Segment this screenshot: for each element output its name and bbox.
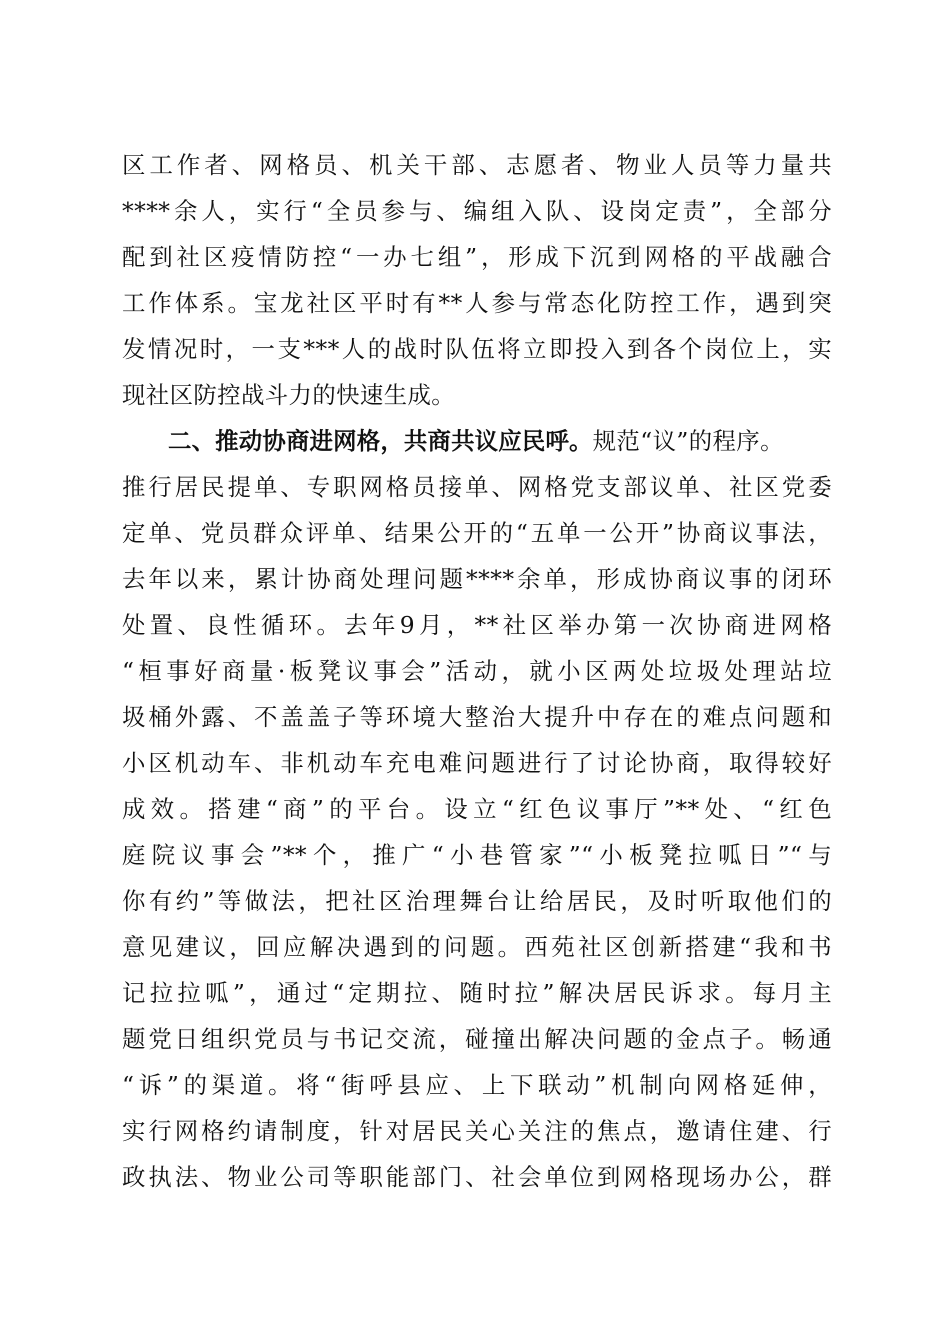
paragraph-line: 成效。搭建“商”的平台。设立“红色议事厅”**处、“红色	[122, 795, 832, 823]
paragraph-line: 题党日组织党员与书记交流，碰撞出解决问题的金点子。畅通	[122, 1025, 832, 1053]
paragraph-line: 你有约”等做法，把社区治理舞台让给居民，及时听取他们的	[122, 887, 832, 915]
paragraph-line: 小区机动车、非机动车充电难问题进行了讨论协商，取得较好	[122, 749, 832, 777]
paragraph-line: “桓事好商量·板凳议事会”活动，就小区两处垃圾处理站垃	[122, 657, 832, 685]
paragraph-line: 推行居民提单、专职网格员接单、网格党支部议单、社区党委	[122, 473, 832, 501]
paragraph-line: 定单、党员群众评单、结果公开的“五单一公开”协商议事法，	[122, 519, 832, 547]
paragraph-line: 庭院议事会”**个，推广“小巷管家”“小板凳拉呱日”“与	[122, 841, 832, 869]
paragraph-line: 去年以来，累计协商处理问题****余单，形成协商议事的闭环	[122, 565, 832, 593]
paragraph-line: 区工作者、网格员、机关干部、志愿者、物业人员等力量共	[122, 151, 832, 179]
paragraph-line: ****余人，实行“全员参与、编组入队、设岗定责”，全部分	[122, 197, 832, 225]
paragraph-line: 发情况时，一支***人的战时队伍将立即投入到各个岗位上，实	[122, 335, 832, 363]
paragraph-line: 圾桶外露、不盖盖子等环境大整治大提升中存在的难点问题和	[122, 703, 832, 731]
section-heading-line	[122, 418, 832, 464]
section-heading: 二、推动协商进网格，共商共议应民呼。	[168, 427, 593, 455]
paragraph-line: 意见建议，回应解决遇到的问题。西苑社区创新搭建“我和书	[122, 933, 832, 961]
paragraph-line: 记拉拉呱”，通过“定期拉、随时拉”解决居民诉求。每月主	[122, 979, 832, 1007]
document-body	[122, 142, 832, 1200]
paragraph-line: 现社区防控战斗力的快速生成。	[122, 381, 456, 409]
paragraph-line: 实行网格约请制度，针对居民关心关注的焦点，邀请住建、行	[122, 1117, 832, 1145]
paragraph-line: “诉”的渠道。将“街呼县应、上下联动”机制向网格延伸，	[122, 1071, 832, 1099]
paragraph-line: 配到社区疫情防控“一办七组”，形成下沉到网格的平战融合	[122, 243, 832, 271]
paragraph-line: 工作体系。宝龙社区平时有**人参与常态化防控工作，遇到突	[122, 289, 832, 317]
section-first-line-text: 规范“议”的程序。	[592, 427, 784, 455]
paragraph-line: 政执法、物业公司等职能部门、社会单位到网格现场办公，群	[122, 1163, 832, 1191]
paragraph-line: 处置、良性循环。去年9月，**社区举办第一次协商进网格	[122, 611, 832, 639]
